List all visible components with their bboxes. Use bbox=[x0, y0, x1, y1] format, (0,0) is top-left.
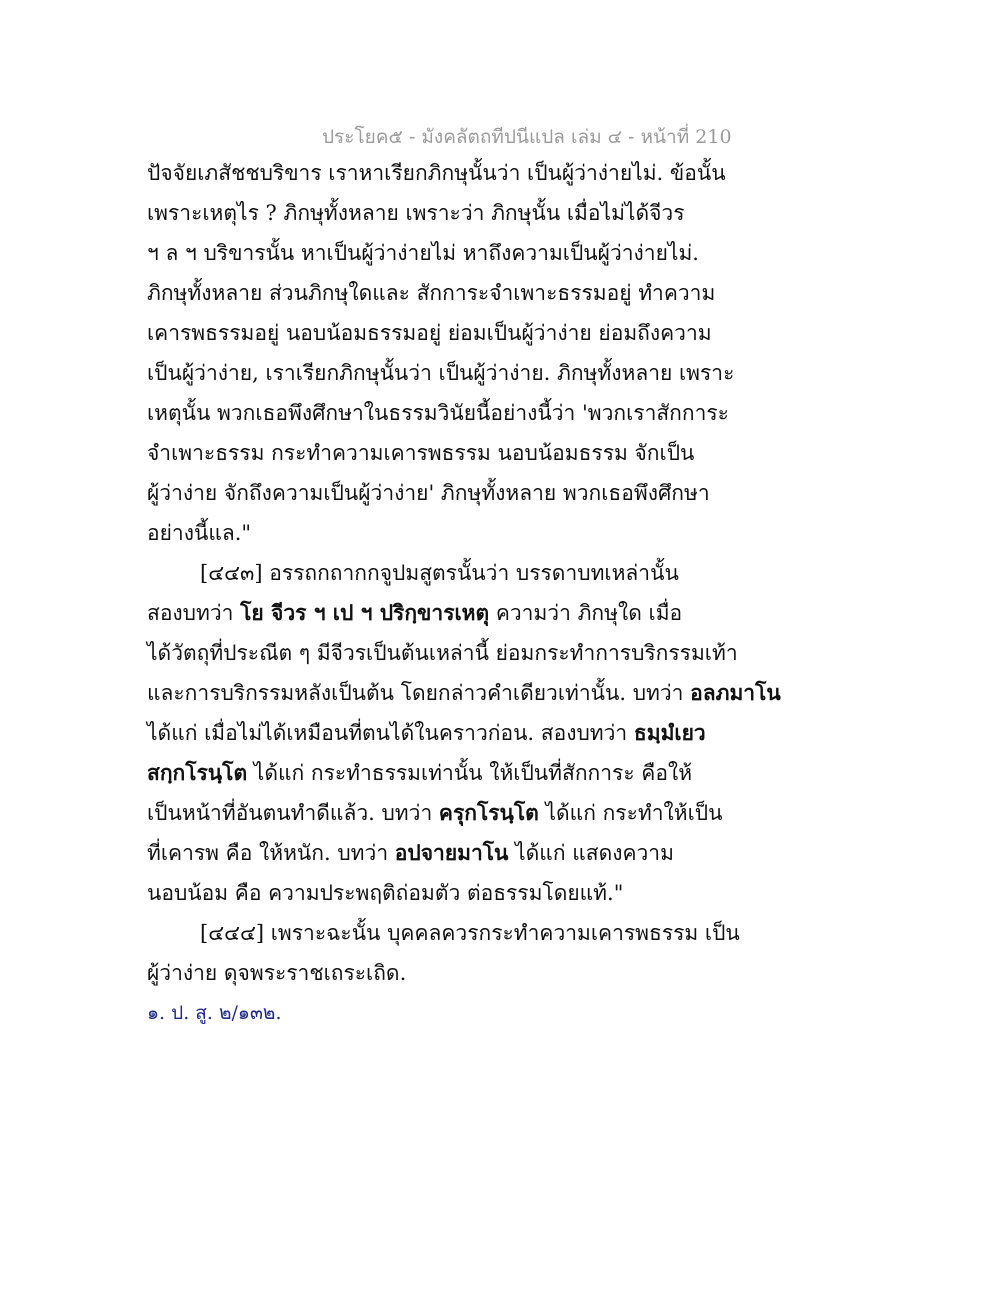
text-line: ผู้ว่าง่าย จักถึงความเป็นผู้ว่าง่าย' ภิกษุทั้งหลาย พวกเธอพึงศึกษา bbox=[147, 481, 710, 505]
pali-term: สกฺกโรนฺโต bbox=[147, 760, 248, 785]
text-line: เป็นผู้ว่าง่าย, เราเรียกภิกษุนั้นว่า เป็นผู้ว่าง่าย. ภิกษุทั้งหลาย เพราะ bbox=[147, 361, 735, 385]
paragraph-443-line bbox=[147, 838, 674, 868]
text-line: อย่างนี้แล." bbox=[147, 521, 252, 545]
paragraph-443-line bbox=[147, 598, 682, 628]
text-span: เป็นหน้าที่อันตนทำดีแล้ว. บทว่า bbox=[147, 801, 439, 825]
paragraph-443-line bbox=[147, 798, 722, 828]
text-span: ที่เคารพ คือ ให้หนัก. บทว่า bbox=[147, 841, 395, 865]
text-line: เหตุนั้น พวกเธอพึงศึกษาในธรรมวินัยนี้อย่างนี้ว่า 'พวกเราสักการะ bbox=[147, 401, 729, 425]
text-line: เพราะเหตุไร ? ภิกษุทั้งหลาย เพราะว่า ภิกษุนั้น เมื่อไม่ได้จีวร bbox=[147, 201, 685, 225]
text-line: ฯ ล ฯ บริขารนั้น หาเป็นผู้ว่าง่ายไม่ หาถึงความเป็นผู้ว่าง่ายไม่. bbox=[147, 241, 699, 265]
pali-term: อลภมาโน bbox=[690, 680, 781, 705]
text-span: ความว่า ภิกษุใด เมื่อ bbox=[489, 601, 683, 625]
paragraph-443-line bbox=[147, 678, 781, 708]
paragraph-444-line: ผู้ว่าง่าย ดุจพระราชเถระเถิด. bbox=[147, 961, 407, 985]
pali-term: ครุกโรนฺโต bbox=[438, 800, 539, 825]
page-header: ประโยค๕ - มังคลัตถทีปนีแปล เล่ม ๔ - หน้าที่ 210 bbox=[322, 126, 732, 148]
text-line: ภิกษุทั้งหลาย ส่วนภิกษุใดและ สักการะจำเพาะธรรมอยู่ ทำความ bbox=[147, 281, 716, 305]
text-line: เคารพธรรมอยู่ นอบน้อมธรรมอยู่ ย่อมเป็นผู้ว่าง่าย ย่อมถึงความ bbox=[147, 321, 712, 345]
paragraph-444-line: [๔๔๔] เพราะฉะนั้น บุคคลควรกระทำความเคารพธรรม เป็น bbox=[200, 921, 740, 945]
paragraph-443-line: ได้วัตถุที่ประณีต ๆ มีจีวรเป็นต้นเหล่านี้ ย่อมกระทำการบริกรรมเท้า bbox=[147, 641, 738, 665]
paragraph-443-line bbox=[147, 718, 706, 748]
paragraph-443-line bbox=[147, 758, 692, 788]
text-line: จำเพาะธรรม กระทำความเคารพธรรม นอบน้อมธรรม จักเป็น bbox=[147, 441, 695, 465]
pali-term: โย จีวร ฯ เป ฯ ปริกฺขารเหตุ bbox=[240, 600, 490, 625]
text-span: และการบริกรรมหลังเป็นต้น โดยกล่าวคำเดียวเท่านั้น. บทว่า bbox=[147, 681, 691, 705]
text-line: ปัจจัยเภสัชชบริขาร เราหาเรียกภิกษุนั้นว่า เป็นผู้ว่าง่ายไม่. ข้อนั้น bbox=[147, 161, 726, 185]
paragraph-443-line: [๔๔๓] อรรถกถากกจูปมสูตรนั้นว่า บรรดาบทเหล่านั้น bbox=[200, 561, 679, 585]
text-span: ได้แก่ กระทำธรรมเท่านั้น ให้เป็นที่สักการะ คือให้ bbox=[247, 761, 693, 785]
text-span: สองบทว่า bbox=[147, 601, 241, 625]
footnote: ๑. ป. สู. ๒/๑๓๒. bbox=[147, 1002, 282, 1024]
paragraph-443-line: นอบน้อม คือ ความประพฤติถ่อมตัว ต่อธรรมโดยแท้." bbox=[147, 881, 624, 905]
text-span: ได้แก่ เมื่อไม่ได้เหมือนที่ตนได้ในคราวก่อน. สองบทว่า bbox=[147, 721, 634, 745]
text-span: ได้แก่ แสดงความ bbox=[508, 841, 674, 865]
pali-term: ธมฺมํเยว bbox=[633, 720, 706, 745]
text-span: ได้แก่ กระทำให้เป็น bbox=[538, 801, 723, 825]
pali-term: อปจายมาโน bbox=[394, 840, 509, 865]
